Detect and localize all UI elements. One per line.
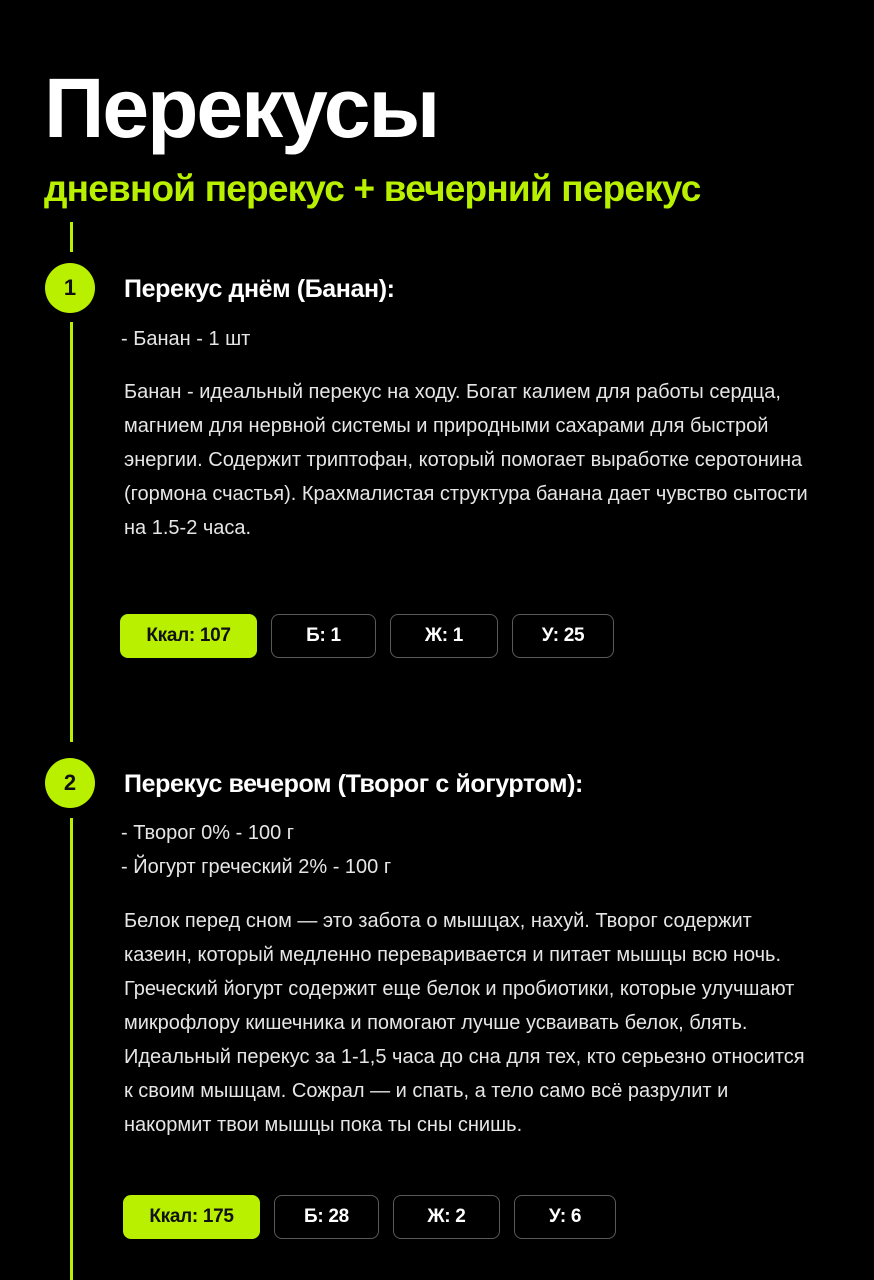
fat-badge: Ж: 2 <box>393 1195 500 1239</box>
step-description: Белок перед сном — это забота о мышцах, нахуй. Творог содержит казеин, который медленно переваривается и питает мышцы всю ночь. Греческий йогурт содержит еще белок и пробиотики, которые улучшают микрофлору кишечника и помогают лучше усваивать белок, блять. Идеальный перекус за 1-1,5 часа до сна для тех, кто серьезно относится к своим мышцам. Сожрал — и спать, а тело само всё разрулит и накормит твои мышцы пока ты сны снишь. <box>124 910 805 1136</box>
fat-badge: Ж: 1 <box>390 614 498 658</box>
ingredient-item: - Йогурт греческий 2% - 100 г <box>121 856 392 878</box>
carbs-badge: У: 25 <box>512 614 614 658</box>
timeline-line-1 <box>70 322 73 742</box>
ingredient-list <box>121 322 250 356</box>
macros-row <box>123 1195 616 1239</box>
timeline-line-top <box>70 222 73 252</box>
step-title: Перекус днём (Банан): <box>124 275 395 303</box>
ingredient-item: - Банан - 1 шт <box>121 328 251 350</box>
carbs-badge: У: 6 <box>514 1195 616 1239</box>
ingredient-list <box>121 816 391 884</box>
timeline-line-2 <box>70 818 73 1280</box>
step-number-badge: 2 <box>45 758 95 808</box>
protein-badge: Б: 28 <box>274 1195 379 1239</box>
step-description: Банан - идеальный перекус на ходу. Богат калием для работы сердца, магнием для нервной системы и природными сахарами для быстрой энергии. Содержит триптофан, который помогает выработке серотонина (гормона счастья). Крахмалистая структура банана дает чувство сытости на 1.5-2 часа. <box>124 381 808 539</box>
page-title: Перекусы <box>44 61 439 155</box>
macros-row <box>120 614 614 658</box>
step-number-badge: 1 <box>45 263 95 313</box>
kcal-badge: Ккал: 107 <box>120 614 257 658</box>
step-title: Перекус вечером (Творог с йогуртом): <box>124 770 583 798</box>
ingredient-item: - Творог 0% - 100 г <box>121 822 295 844</box>
protein-badge: Б: 1 <box>271 614 376 658</box>
kcal-badge: Ккал: 175 <box>123 1195 260 1239</box>
page-subtitle: дневной перекус + вечерний перекус <box>44 168 701 209</box>
